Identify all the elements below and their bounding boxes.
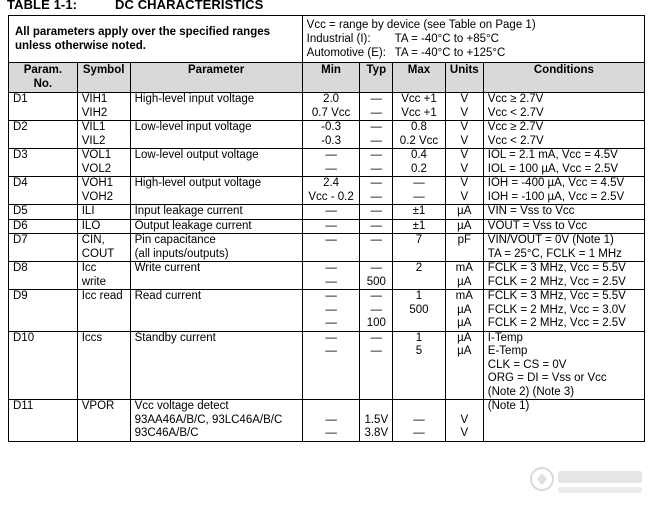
range-value: Vcc = range by device (see Table on Page 1) [306,19,536,31]
cell-line: Pin capacitance [134,234,216,246]
cell-line: VOL1 [81,149,112,161]
cell-line: — [325,275,337,288]
parameter-cell [130,234,302,262]
parameter-cell [130,400,302,442]
cell-line: VOH1 [81,177,114,189]
cell-line: — [370,290,383,302]
cell-line: 93AA46A/B/C, 93LC46A/B/C [134,413,283,426]
cell-line: — [325,303,337,316]
max-cell [393,149,446,177]
cell-line: 0.4 [410,149,427,161]
cell-line: — [370,149,383,161]
range-line [307,46,640,60]
cell-line: Vcc +1 [401,106,437,119]
cell-line: Vcc ≥ 2.7V [487,93,544,105]
units-cell [445,290,483,332]
max-cell [393,93,446,121]
cell-line: — [370,331,383,344]
cell-line: — [370,106,383,119]
cell-line: 1 [415,290,423,302]
units-cell [445,205,483,220]
column-header: Param. No. [9,63,78,93]
cell-line: CLK = CS = 0V [487,358,567,371]
cell-line: ILI [81,205,95,217]
cell-line: FCLK = 2 MHz, Vcc = 2.5V [487,317,626,329]
column-header: Parameter [130,63,302,93]
table-row [9,331,645,400]
cell-line: V [460,427,469,439]
max-cell [393,290,446,332]
cell-line: — [413,413,425,426]
symbol-cell [77,290,130,332]
conditions-cell [483,205,644,220]
cell-line: — [413,177,425,189]
cell-line: 3.8V [364,427,389,439]
cell-line: µA [457,345,472,357]
cell-line: VOH2 [81,190,114,203]
min-cell [302,149,360,177]
typ-cell [360,205,393,220]
table-row [9,149,645,177]
range-value: TA = -40°C to +85°C [394,33,499,45]
cell-line: VOL2 [81,162,112,175]
cell-line: ORG = DI = Vss or Vcc [487,372,607,384]
min-cell [302,331,360,400]
parameter-cell [130,149,302,177]
symbol-cell [77,262,130,290]
cell-line: E-Temp [487,345,528,357]
cell-line: 1.5V [364,413,389,426]
max-cell [393,234,446,262]
parameter-cell [130,219,302,234]
symbol-cell [77,219,130,234]
cell-line: (all inputs/outputs) [134,247,229,260]
param-cell: D11 [9,400,78,442]
table-row [9,219,645,234]
cell-line: FCLK = 3 MHz, Vcc = 5.5V [487,290,626,302]
cell-line: V [460,413,469,426]
cell-line: — [325,234,337,246]
cell-line: — [370,219,383,232]
min-cell [302,234,360,262]
parameter-cell [130,290,302,332]
cell-line: VIL1 [81,121,106,133]
parameter-cell [130,93,302,121]
cell-line: write [81,275,107,288]
cell-line: FCLK = 2 MHz, Vcc = 2.5V [487,275,626,288]
cell-line: Vcc ≥ 2.7V [487,121,544,133]
conditions-cell [483,262,644,290]
cell-line: Vcc voltage detect [134,400,229,412]
cell-line: — [370,345,383,357]
min-cell [302,400,360,442]
cell-line: V [460,106,469,119]
symbol-cell [77,234,130,262]
conditions-cell [483,234,644,262]
cell-line: — [325,162,337,175]
min-cell [302,262,360,290]
operating-ranges [302,16,644,63]
cell-line: V [460,177,469,189]
cell-line [307,400,356,414]
typ-cell [360,93,393,121]
cell-line: VIN/VOUT = 0V (Note 1) [487,234,614,246]
conditions-cell [483,400,644,442]
table-row [9,400,645,442]
cell-line: 0.8 [410,121,427,133]
cell-line: ILO [81,219,101,232]
cell-line: 7 [415,234,423,246]
cell-line: — [370,162,383,175]
cell-line: 0.2 [410,162,427,175]
max-cell [393,219,446,234]
conditions-cell [483,93,644,121]
param-cell: D8 [9,262,78,290]
typ-cell [360,290,393,332]
param-cell: D6 [9,219,78,234]
range-label: Industrial (I): [306,33,371,45]
typ-cell [360,331,393,400]
param-cell: D9 [9,290,78,332]
cell-line: 93C46A/B/C [134,427,199,439]
param-cell: D10 [9,331,78,400]
cell-line: — [325,345,337,357]
param-cell: D5 [9,205,78,220]
column-header: Units [445,63,483,93]
cell-line: — [325,317,337,329]
cell-line: V [460,121,469,133]
cell-line: IOH = -100 µA, Vcc = 2.5V [487,190,625,203]
units-cell [445,234,483,262]
cell-line: µA [457,303,472,316]
table-row [9,177,645,205]
units-cell [445,121,483,149]
cell-line: V [460,149,469,161]
max-cell [393,400,446,442]
column-header: Min [302,63,360,93]
cell-line: COUT [81,247,115,260]
max-cell [393,121,446,149]
cell-line: mA [455,290,473,302]
cell-line: Output leakage current [134,219,252,232]
cell-line: Vcc < 2.7V [487,134,544,147]
symbol-cell [77,205,130,220]
table-row [9,205,645,220]
cell-line: Input leakage current [134,205,243,217]
cell-line: — [325,427,337,439]
cell-line: — [325,219,337,232]
param-cell: D7 [9,234,78,262]
cell-line: 5 [415,345,423,357]
cell-line: — [370,262,383,274]
parameter-cell [130,205,302,220]
units-cell [445,400,483,442]
cell-line: — [325,290,337,302]
conditions-cell [483,177,644,205]
table-row [9,262,645,290]
cell-line: FCLK = 3 MHz, Vcc = 5.5V [487,262,626,274]
symbol-cell [77,400,130,442]
cell-line: pF [457,234,472,246]
table-row [9,234,645,262]
units-cell [445,177,483,205]
cell-line: Write current [134,262,201,274]
param-cell: D1 [9,93,78,121]
min-cell [302,93,360,121]
cell-line: 500 [366,275,386,288]
cell-line: 1 [415,331,423,344]
cell-line [364,400,388,414]
table-row [9,290,645,332]
cell-line: VIH1 [81,93,108,105]
conditions-cell [483,121,644,149]
conditions-cell [483,219,644,234]
parameter-cell [130,121,302,149]
cell-line: V [460,190,469,203]
cell-line: High-level input voltage [134,93,255,105]
units-cell [445,149,483,177]
cell-line: I-Temp [487,331,523,344]
cell-line: TA = 25°C, FCLK = 1 MHz [487,247,622,260]
typ-cell [360,219,393,234]
cell-line [397,317,441,331]
range-label: Automotive (E): [306,47,386,59]
watermark-logo [528,465,646,499]
cell-line: VPOR [81,400,115,412]
cell-line: VOUT = Vss to Vcc [487,219,587,232]
parameter-cell [130,331,302,400]
cell-line: Iccs [81,331,103,344]
cell-line: — [325,413,337,426]
units-cell [445,93,483,121]
range-line [307,32,640,46]
min-cell [302,219,360,234]
cell-line: — [370,121,383,133]
column-header: Typ [360,63,393,93]
typ-cell [360,262,393,290]
cell-line [450,400,479,414]
cell-line: High-level output voltage [134,177,262,189]
cell-line: µA [457,275,472,288]
cell-line: FCLK = 2 MHz, Vcc = 3.0V [487,303,626,316]
units-cell [445,331,483,400]
cell-line: — [370,134,383,147]
cell-line: µA [457,205,472,217]
parameter-cell [130,262,302,290]
min-cell [302,177,360,205]
cell-line: -0.3 [321,121,341,133]
cell-line: — [325,331,337,344]
typ-cell [360,149,393,177]
min-cell [302,205,360,220]
cell-line: VIN = Vss to Vcc [487,205,575,217]
units-cell [445,219,483,234]
dc-characteristics-table [8,15,645,442]
cell-line: — [413,427,425,439]
cell-line: CIN, [81,234,105,246]
header-row [9,16,645,63]
cell-line [397,276,441,290]
min-cell [302,121,360,149]
cell-line: 2.4 [323,177,340,189]
cell-line: 2 [415,262,423,274]
param-cell: D3 [9,149,78,177]
cell-line: µA [457,331,472,344]
cell-line: Icc [81,262,97,274]
max-cell [393,262,446,290]
cell-line: — [370,205,383,217]
cell-line: 2.0 [323,93,340,105]
cell-line: — [325,149,337,161]
column-header: Conditions [483,63,644,93]
min-cell [302,290,360,332]
cell-line: — [325,205,337,217]
param-cell: D4 [9,177,78,205]
cell-line: VIL2 [81,134,106,147]
cell-line: — [370,234,383,246]
cell-line: Low-level output voltage [134,149,259,161]
cell-line: IOL = 2.1 mA, Vcc = 4.5V [487,149,618,161]
cell-line: VIH2 [81,106,108,119]
symbol-cell [77,177,130,205]
cell-line: V [460,134,469,147]
typ-cell [360,121,393,149]
cell-line: Vcc +1 [401,93,437,105]
cell-line: mA [455,262,473,274]
max-cell [393,205,446,220]
column-header: Max [393,63,446,93]
table-row [9,121,645,149]
parameter-cell [130,177,302,205]
typ-cell [360,234,393,262]
symbol-cell [77,93,130,121]
cell-line: — [370,177,383,189]
cell-line: 500 [409,303,429,316]
table-row [9,93,645,121]
table-heading: DC CHARACTERISTICS [115,0,264,12]
cell-line: Low-level input voltage [134,121,252,133]
conditions-cell [483,149,644,177]
cell-line: (Note 2) (Note 3) [487,385,575,398]
cell-line: V [460,93,469,105]
cell-line: Vcc - 0.2 [308,190,354,203]
max-cell [393,331,446,400]
cell-line: (Note 1) [487,400,530,412]
cell-line: — [413,190,425,203]
cell-line [397,400,441,414]
cell-line: IOH = -400 µA, Vcc = 4.5V [487,177,625,189]
conditions-cell [483,290,644,332]
typ-cell [360,177,393,205]
cell-line: µA [457,219,472,232]
cell-line: Read current [134,290,202,302]
cell-line: — [325,262,337,274]
cell-line: IOL = 100 µA, Vcc = 2.5V [487,162,619,175]
cell-line: ±1 [412,219,426,232]
cell-line: Vcc < 2.7V [487,106,544,119]
table-number: TABLE 1-1: [7,0,78,12]
cell-line: — [370,190,383,203]
param-cell: D2 [9,121,78,149]
cell-line: — [370,93,383,105]
cell-line: 0.7 Vcc [311,106,351,119]
range-value: TA = -40°C to +125°C [394,47,506,59]
symbol-cell [77,121,130,149]
scope-note: All parameters apply over the specified ranges unless otherwise noted. [9,16,303,63]
cell-line: -0.3 [321,134,341,147]
symbol-cell [77,331,130,400]
cell-line: ±1 [412,205,426,217]
column-header: Symbol [77,63,130,93]
column-header-row [9,63,645,93]
cell-line: Standby current [134,331,216,344]
conditions-cell [483,331,644,400]
table-title [7,0,263,12]
range-line [307,18,640,32]
typ-cell [360,400,393,442]
max-cell [393,177,446,205]
cell-line: Icc read [81,290,123,302]
cell-line: µA [457,317,472,329]
cell-line: 0.2 Vcc [399,134,439,147]
cell-line: 100 [366,317,386,329]
symbol-cell [77,149,130,177]
cell-line: — [370,303,383,316]
cell-line: V [460,162,469,175]
units-cell [445,262,483,290]
